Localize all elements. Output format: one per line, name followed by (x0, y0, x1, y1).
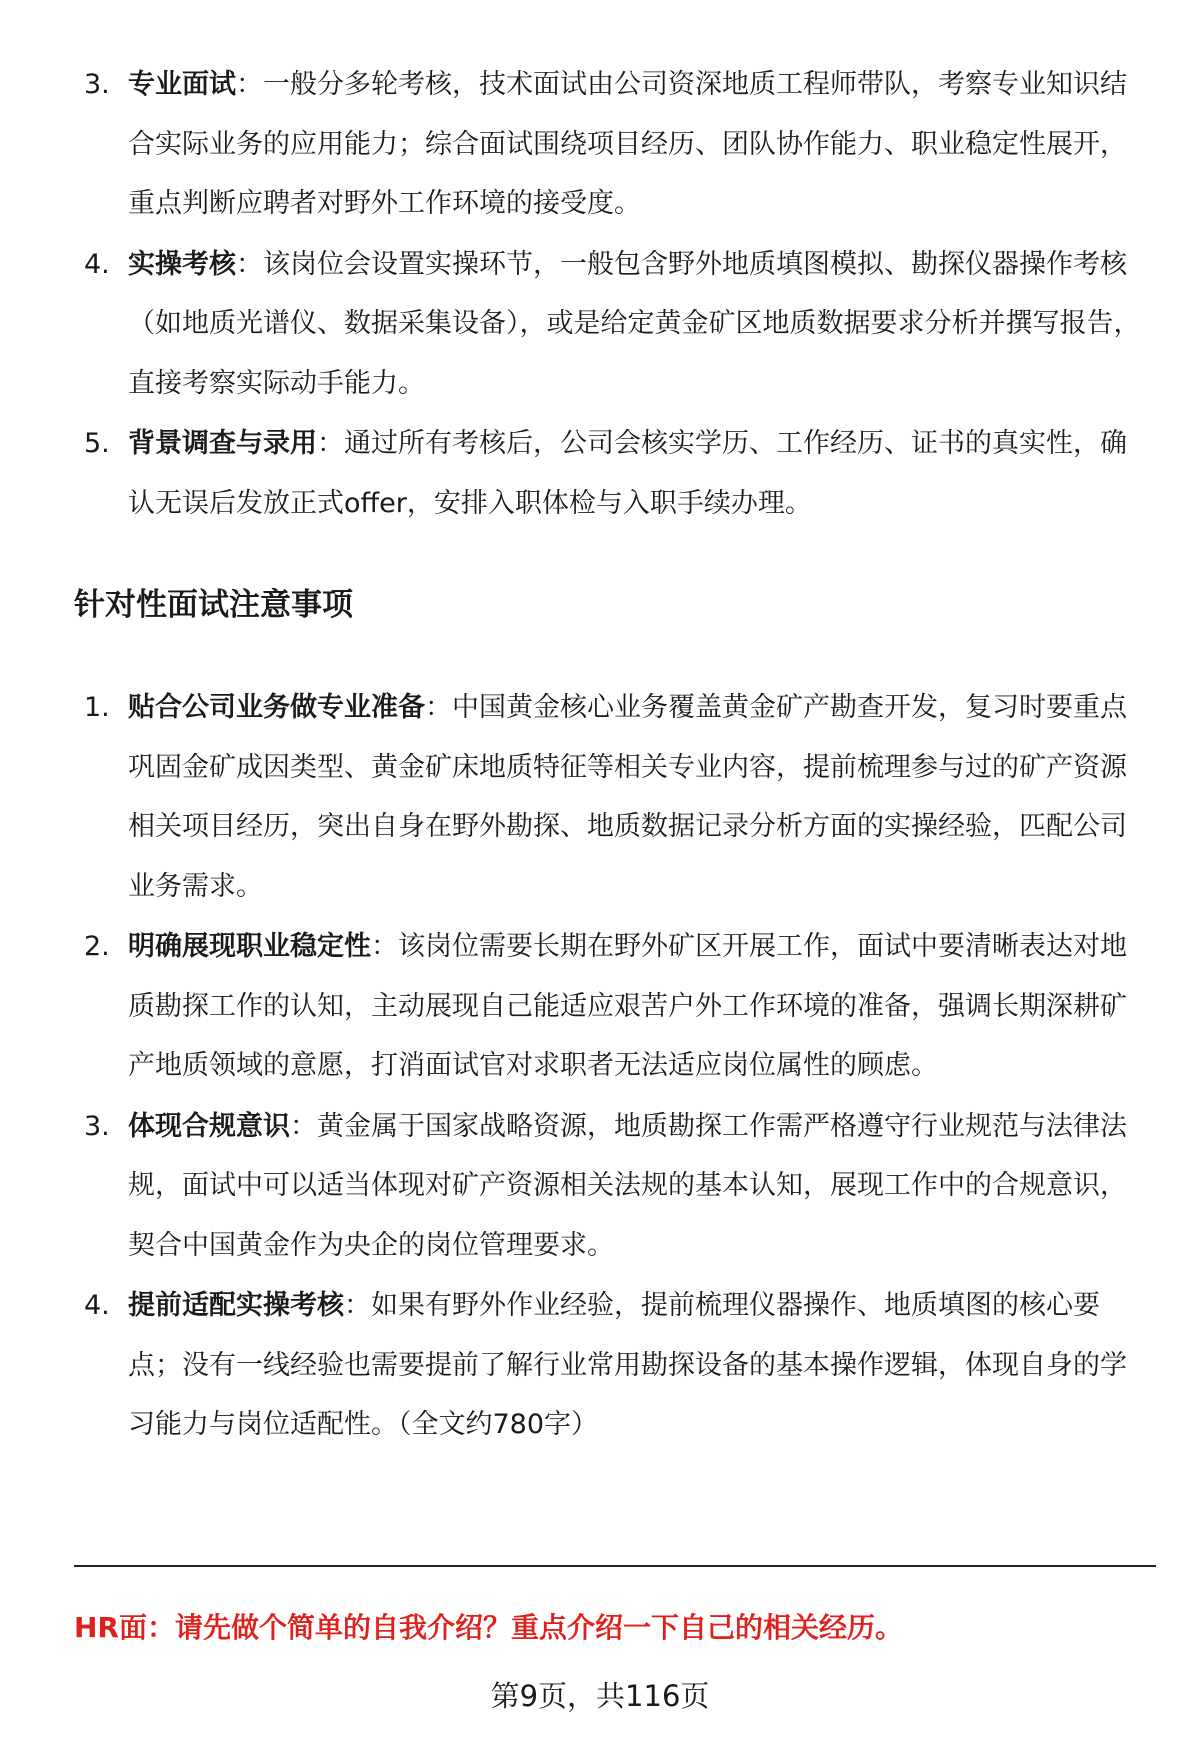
list-number: 5. (84, 428, 110, 459)
process-list (82, 55, 1142, 534)
hr-question-heading: HR面：请先做个简单的自我介绍？重点介绍一下自己的相关经历。 (74, 1611, 903, 1644)
list-item (82, 1097, 1142, 1276)
list-item (82, 414, 1142, 533)
list-item (82, 917, 1142, 1096)
list-term: 背景调查与录用 (128, 428, 317, 459)
list-number: 1. (84, 692, 110, 723)
list-item (82, 1276, 1142, 1455)
list-term: 提前适配实操考核 (128, 1290, 344, 1321)
list-number: 4. (84, 248, 110, 280)
list-text: ：如果有野外作业经验，提前梳理仪器操作、地质填图的核心要点；没有一线经验也需要提前了解行业常用勘探设备的基本操作逻辑，体现自身的学习能力与岗位适配性。（全文约780字） (128, 1290, 1127, 1440)
list-text: ：黄金属于国家战略资源，地质勘探工作需严格遵守行业规范与法律法规，面试中可以适当体现对矿产资源相关法规的基本认知，展现工作中的合规意识，契合中国黄金作为央企的岗位管理要求。 (128, 1110, 1127, 1261)
list-term: 专业面试 (128, 69, 236, 100)
list-text: ：通过所有考核后，公司会核实学历、工作经历、证书的真实性，确认无误后发放正式offer，安排入职体检与入职手续办理。 (128, 428, 1127, 519)
page-number: 第9页，共116页 (490, 1679, 710, 1713)
list-item (82, 678, 1142, 916)
list-term: 实操考核 (128, 248, 236, 280)
list-item (82, 235, 1142, 414)
divider (74, 1565, 1156, 1567)
list-text: ：中国黄金核心业务覆盖黄金矿产勘查开发，复习时要重点巩固金矿成因类型、黄金矿床地质特征等相关专业内容，提前梳理参与过的矿产资源相关项目经历，突出自身在野外勘探、地质数据记录分析方面的实操经验，匹配公司业务需求。 (128, 692, 1127, 902)
list-term: 贴合公司业务做专业准备 (128, 692, 425, 723)
tips-list (82, 678, 1142, 1456)
list-item (82, 55, 1142, 234)
list-number: 4. (84, 1290, 110, 1321)
list-text: ：该岗位需要长期在野外矿区开展工作，面试中要清晰表达对地质勘探工作的认知，主动展现自己能适应艰苦户外工作环境的准备，强调长期深耕矿产地质领域的意愿，打消面试官对求职者无法适应岗位属性的顾虑。 (128, 931, 1127, 1081)
list-term: 体现合规意识 (128, 1110, 290, 1142)
list-number: 3. (84, 69, 110, 100)
section-title: 针对性面试注意事项 (74, 587, 353, 623)
list-text: ：一般分多轮考核，技术面试由公司资深地质工程师带队，考察专业知识结合实际业务的应用能力；综合面试围绕项目经历、团队协作能力、职业稳定性展开，重点判断应聘者对野外工作环境的接受度。 (128, 69, 1127, 219)
list-number: 2. (84, 931, 110, 962)
list-text: ：该岗位会设置实操环节，一般包含野外地质填图模拟、勘探仪器操作考核（如地质光谱仪、数据采集设备），或是给定黄金矿区地质数据要求分析并撰写报告，直接考察实际动手能力。 (128, 248, 1141, 399)
list-term: 明确展现职业稳定性 (128, 931, 371, 962)
list-number: 3. (84, 1110, 110, 1142)
